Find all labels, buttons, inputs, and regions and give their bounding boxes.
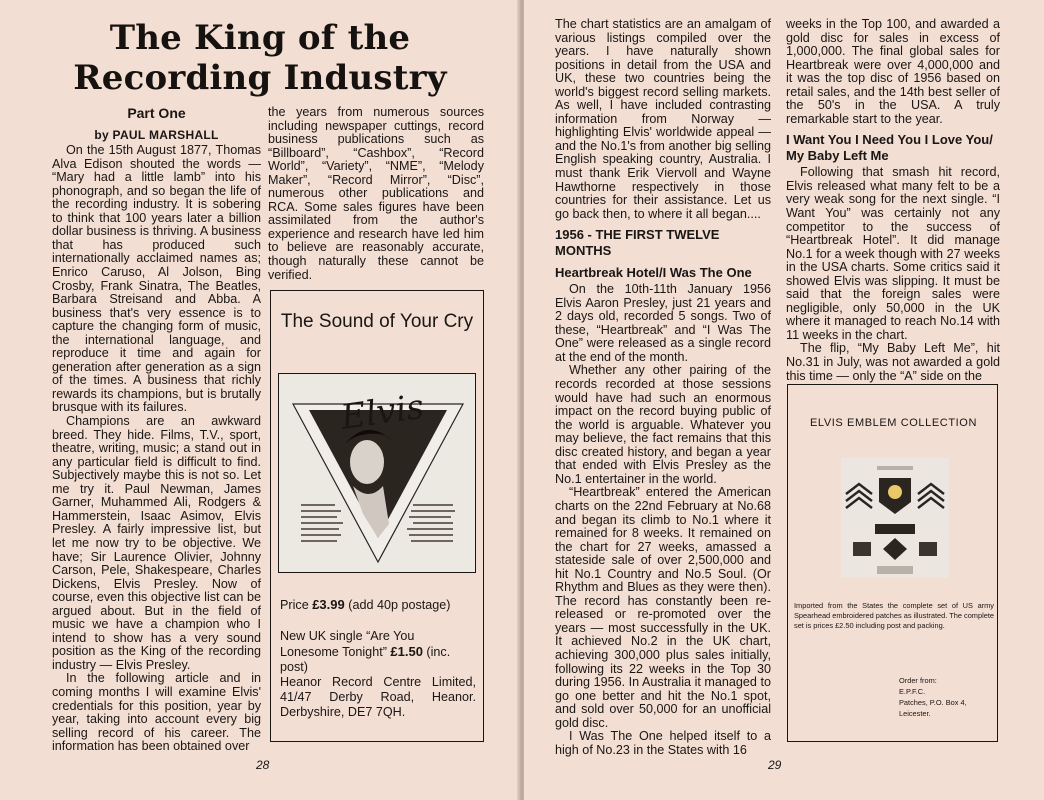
page-number: 29: [768, 758, 782, 772]
right-column-2: [786, 18, 1000, 383]
album-price: Price £3.99 (add 40p postage): [280, 597, 451, 612]
part-heading: Part One: [127, 105, 186, 121]
paragraph: Following that smash hit record, Elvis released what many felt to be a very weak song for the next single. “I Want You” was certainly not any competitor to the success of “Heartbreak Hotel”. It did manage No.1 for a week though with 27 weeks in the USA charts. Some critics said it showed Elvis was slipping. It must be said that the foreign sales were negligible, only 50,000 in the UK where it managed to reach No.14 with 11 weeks in the chart.: [786, 165, 1000, 342]
page-number: 28: [256, 758, 270, 772]
emblem-description: Imported from the States the complete set of US army Spearhead embroidered patches as illustrated. The complete set is prices £2.50 including post and packing.: [794, 601, 994, 630]
order-address: Order from: E.P.F.C. Patches, P.O. Box 4, Leicester.: [899, 676, 967, 718]
left-column-1: [52, 107, 261, 754]
single-offer: New UK single “Are You Lonesome Tonight” £1.50 (inc. post): [280, 629, 451, 674]
album-cover-image: [278, 373, 476, 573]
price-value: £3.99: [312, 597, 345, 612]
shop-address: Heanor Record Centre Limited, 41/47 Derby Road, Heanor. Derbyshire, DE7 7QH.: [280, 675, 476, 719]
army-patches-art: [841, 458, 949, 578]
paragraph: On the 10th-11th January 1956 Elvis Aaron Presley, just 21 years and 2 days old, recorded 5 songs. Two of these, “Heartbreak” and “I Was The One” were released as a single record at the end of the month.: [555, 282, 771, 364]
paragraph: weeks in the Top 100, and awarded a gold disc for sales in excess of 1,000,000. The final global sales for Heartbreak were over 4,000,000 and it was the top disc of 1956 based on retail sales, and the 14th best seller of the 50's in the USA. A truly remarkable start to the year.: [786, 17, 1000, 126]
paragraph: The chart statistics are an amalgam of various listings compiled over the years. I have naturally shown positions in detail from the USA and UK, these two countries being the world's biggest record selling markets. As well, I have included contrasting information from Norway — highlighting Elvis' worldwide appeal — and the No.1's from another big selling English speaking country, Australia. I must thank Erik Viervoll and Wayne Hawthorne respectively in those countries for their assistance. Let us go back then, to where it all began....: [555, 17, 771, 221]
title-line-1: The King of the: [109, 18, 411, 58]
album-logo: Elvis: [338, 386, 427, 438]
album-cover-art: [279, 374, 477, 574]
album-advert: [270, 290, 484, 742]
paragraph: the years from numerous sources including newspaper cuttings, record business publications such as “Billboard”, “Cashbox”, “Record World”, “Variety”, “NME”, “Melody Maker”, “Record Mirror”, “Disc”, numerous other publications and RCA. Some sales figures have been assimilated from the author's experience and research have led him to believe are reasonably accurate, though naturally these cannot be verified.: [268, 105, 484, 282]
paragraph: Champions are an awkward breed. They hide. Films, T.V., sport, theatre, writing, music; a stand out in any particular field is difficult to find. Subjectively maybe this is not so. Let me try it. Paul Newman, James Garner, Muhammed Ali, Rodgers & Hammerstein, Isaac Asimov, Elvis Presley. A fairly impressive list, but let me now try to be objective. We have; Sir Laurence Olivier, Johnny Carson, Pele, Shakespeare, Charles Dickens, Elvis Presley. Now of course, even this objective list can be argued about. But in the field of music we have a champion who I intend to show has a very sound position as the King of the recording industry — Elvis Presley.: [52, 414, 261, 672]
advert-heading: The Sound of Your Cry: [280, 311, 474, 332]
single-price: £1.50: [390, 644, 423, 659]
paragraph: Whether any other pairing of the records recorded at those sessions would have had such an enormous impact on the record buying public of the world is arguable. Whatever you may believe, the fact remains that this disc created history, and began a year that ended with Elvis Presley as the No.1 entertainer in the world.: [555, 363, 771, 486]
paragraph: I Was The One helped itself to a high of No.23 in the States with 16: [555, 729, 771, 757]
right-page: [524, 0, 1044, 800]
left-page: [0, 0, 520, 800]
section-heading: 1956 - THE FIRST TWELVE MONTHS: [555, 227, 720, 259]
article-title: [60, 18, 460, 98]
section-heading: I Want You I Need You I Love You/ My Baby Left Me: [786, 132, 993, 164]
patches-image: [841, 458, 949, 578]
right-column-1: [555, 18, 771, 757]
paragraph: “Heartbreak” entered the American charts on the 22nd February at No.68 and began its climb to No.1 where it remained for 8 weeks. It remained on the chart for 27 weeks, amassed a stateside sale of over 2,500,000 and hit No.1 Country and No.5 Soul. (Or Rhythm and Blues as they were then). The record has constantly been re-released or re-promoted over the years — most successfully in the UK. It achieved No.2 in the UK chart, achieving 300,000 plus sales initially, following its 22 weeks in the Top 30 during 1956. In Australia it managed to go one better and hit the No.1 spot, and sold over 50,000 for an unofficial gold disc.: [555, 485, 771, 730]
paragraph: On the 15th August 1877, Thomas Alva Edison shouted the words — “Mary had a little lamb” into his phonograph, and so began the life of the recording industry. It is sobering to think that 100 years later a billion dollar business is thriving. A business that has produced such internationally acclaimed names as; Enrico Caruso, Al Jolson, Bing Crosby, Frank Sinatra, The Beatles, Barbara Streisand and Abba. A business that's very essence is to capture the changing form of music, the international language, and reproduce it time and again for generation after generation as a sign of the times. A business that richly rewards its champions, but is brutally brusque with its failures.: [52, 143, 261, 415]
left-column-2: [268, 106, 484, 282]
emblem-advert: [787, 384, 998, 742]
byline: by PAUL MARSHALL: [94, 127, 219, 142]
title-line-2: Recording Industry: [73, 58, 447, 98]
paragraph: The flip, “My Baby Left Me”, hit No.31 in July, was not awarded a gold this time — only the “A” side on the: [786, 341, 1000, 383]
paragraph: In the following article and in coming months I will examine Elvis' credentials for this position, year by year, taking into account every big selling record of his career. The information has been obtained over: [52, 671, 261, 754]
section-heading: Heartbreak Hotel/I Was The One: [555, 265, 752, 281]
emblem-heading: ELVIS EMBLEM COLLECTION: [809, 417, 978, 429]
